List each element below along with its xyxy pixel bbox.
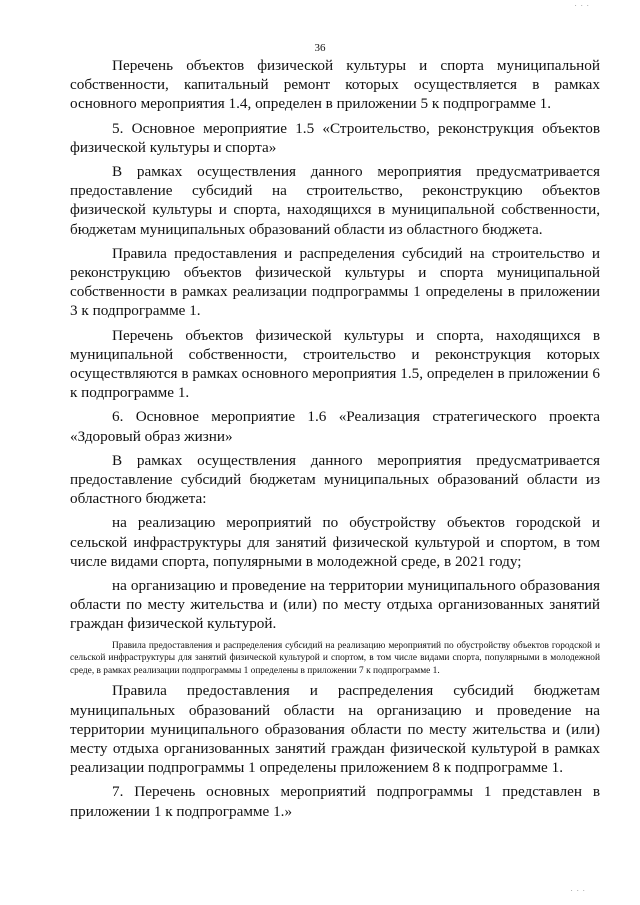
paragraph-measure-1-5-description: В рамках осуществления данного мероприятия предусматривается предоставление субсидий на строительство, реконструкцию объектов физической культуры и спорта, находящихся в муниципальной собственности, бюджетам муниципальных образований области из областного бюджета. [70, 163, 600, 238]
paragraph-rules-appendix-3: Правила предоставления и распределения субсидий на строительство и реконструкцию объектов физической культуры и спорта муниципальной собственности в рамках реализации подпрограммы 1 определены в приложении 3 к подпрограмме 1. [70, 244, 600, 320]
heading-measure-1-5: 5. Основное мероприятие 1.5 «Строительство, реконструкция объектов физической культуры и спорта» [70, 119, 600, 156]
paragraph-rules-appendix-8: Правила предоставления и распределения субсидий бюджетам муниципальных образований области на организацию и проведение на территории муниципального образования области по месту жительства и (или) месту отдыха организованных занятий граждан физической культурой в рамках реализации подпрограммы 1 определены приложением 8 к подпрограмме 1. [70, 682, 600, 777]
scan-artifact-bottom: · · · [570, 887, 586, 895]
paragraph-measure-1-6-description: В рамках осуществления данного мероприятия предусматривается предоставление субсидий бюджетам муниципальных образований области из областного бюджета: [70, 451, 600, 508]
list-item-organized-classes: на организацию и проведение на территории муниципального образования области по месту жительства и (или) по месту отдыха организованных занятий граждан физической культурой. [70, 577, 600, 633]
scan-artifact-top: · · · [574, 2, 590, 10]
paragraph-main-measures-list: 7. Перечень основных мероприятий подпрограммы 1 представлен в приложении 1 к подпрограмме 1.» [70, 783, 600, 820]
document-body [70, 56, 600, 821]
paragraph-objects-list-1-5: Перечень объектов физической культуры и спорта, находящихся в муниципальной собственности, строительство и реконструкция которых осуществляются в рамках основного мероприятия 1.5, определен в приложении 6 к подпрограмме 1. [70, 326, 600, 402]
paragraph-objects-list-1-4: Перечень объектов физической культуры и спорта муниципальной собственности, капитальный ремонт которых осуществляется в рамках основного мероприятия 1.4, определен в приложении 5 к подпрограмме 1. [70, 57, 600, 113]
paragraph-rules-appendix-7: Правила предоставления и распределения субсидий на реализацию мероприятий по обустройству объектов городской и сельской инфраструктуры для занятий физической культурой и спортом, в том числе видами спорта, популярными в молодежной среде, в рамках реализации подпрограммы 1 определены в приложении 7 к подпрограмме 1. [70, 640, 600, 676]
heading-measure-1-6: 6. Основное мероприятие 1.6 «Реализация стратегического проекта «Здоровый образ жизни» [70, 408, 600, 445]
list-item-infrastructure: на реализацию мероприятий по обустройству объектов городской и сельской инфраструктуры для занятий физической культурой и спортом, в том числе видами спорта, популярными в молодежной среде, в 2021 году; [70, 514, 600, 570]
page-number: 36 [314, 42, 326, 54]
